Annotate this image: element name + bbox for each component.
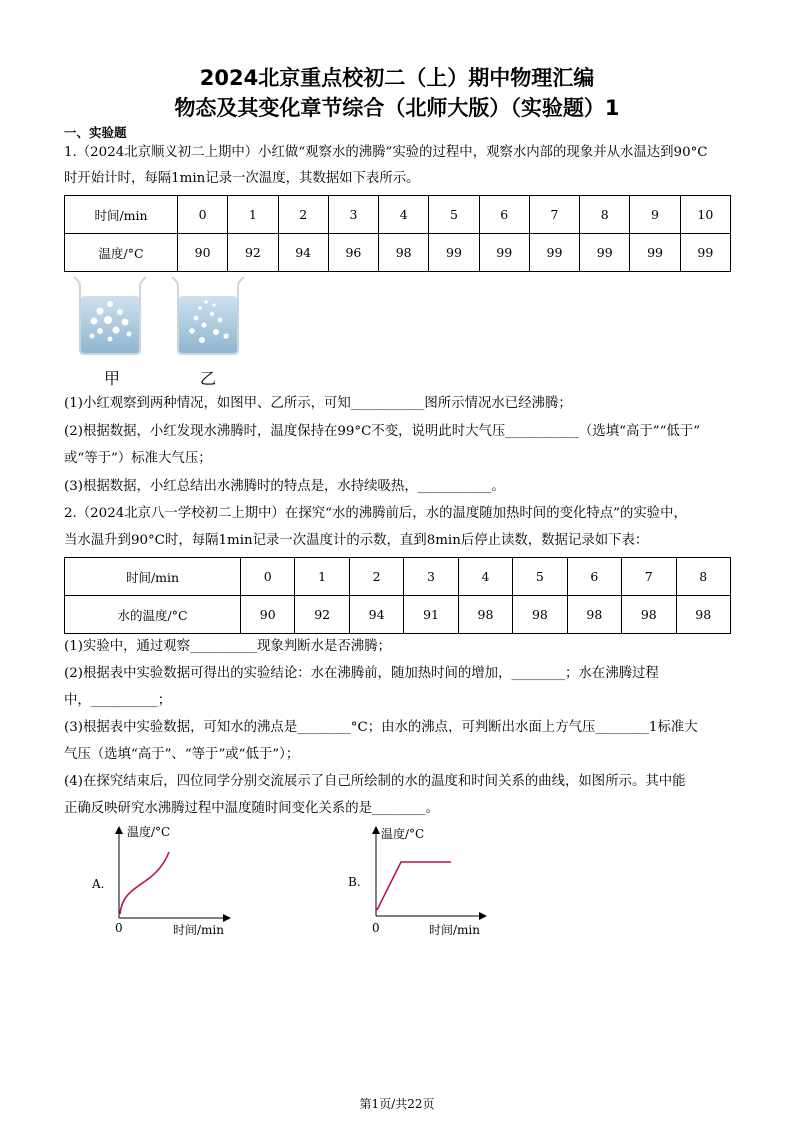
q1-table-cell: 99: [429, 234, 479, 272]
graph-b: [341, 822, 501, 942]
q1-table-cell: 9: [630, 196, 680, 234]
q1-table-cell: 8: [580, 196, 630, 234]
beaker-yi-image: [168, 274, 248, 358]
q2-table-row-temp: [65, 596, 731, 634]
q2-stem-line-2: 当水温升到90°C时，每隔1min记录一次温度计的示数，直到8min后停止读数，数据记录如下表：: [64, 533, 649, 548]
q1-stem-line-2: 时开始计时，每隔1min记录一次温度，其数据如下表所示。: [64, 171, 420, 186]
q1-sub-question-2-line-1: (2)根据数据，小红发现水沸腾时，温度保持在99°C不变，说明此时大气压___________（选填“高于”“低于”: [64, 424, 701, 439]
q2-data-table: [64, 557, 731, 634]
q1-table-cell: 10: [680, 196, 730, 234]
q2-table-cell: 91: [404, 596, 458, 634]
q1-table-cell: 3: [328, 196, 378, 234]
q1-table-cell: 0: [178, 196, 228, 234]
graph-a: [85, 822, 245, 942]
q1-table-cell: 96: [328, 234, 378, 272]
q2-table-header: 水的温度/°C: [65, 596, 241, 634]
q1-table-cell: 94: [278, 234, 328, 272]
section-heading: 一、实验题: [64, 125, 127, 140]
q2-table-cell: 92: [295, 596, 349, 634]
q1-table-cell: 7: [529, 196, 579, 234]
q2-table-header: 时间/min: [65, 558, 241, 596]
q1-table-cell: 99: [680, 234, 730, 272]
q1-table-cell: 99: [529, 234, 579, 272]
graph-b-origin: 0: [372, 921, 380, 935]
q1-table-cell: 4: [379, 196, 429, 234]
q1-table-row-time: [65, 196, 731, 234]
q2-table-cell: 3: [404, 558, 458, 596]
q1-data-table: [64, 195, 731, 272]
q2-table-cell: 2: [349, 558, 403, 596]
q2-table-cell: 0: [241, 558, 295, 596]
q1-table-cell: 92: [228, 234, 278, 272]
title-line-1: 2024北京重点校初二（上）期中物理汇编: [199, 66, 595, 90]
q1-sub-question-2-line-2: 或“等于”）标准大气压；: [64, 451, 212, 466]
q1-table-cell: 2: [278, 196, 328, 234]
q1-table-row-temp: [65, 234, 731, 272]
q2-sub-question-1: (1)实验中，通过观察__________现象判断水是否沸腾；: [64, 639, 391, 654]
q2-sub-question-4-line-1: (4)在探究结束后，四位同学分别交流展示了自己所绘制的水的温度和时间关系的曲线，如图所示。其中能: [64, 774, 686, 789]
title-line-2: 物态及其变化章节综合（北师大版）（实验题）1: [174, 96, 620, 120]
q1-table-cell: 6: [479, 196, 529, 234]
q2-sub-question-4-line-2: 正确反映研究水沸腾过程中温度随时间变化关系的是________。: [64, 801, 439, 816]
figure-label-jia: 甲: [104, 369, 121, 388]
graph-a-curve: [120, 852, 169, 914]
q2-sub-question-3-line-2: 气压（选填“高于”、“等于”或“低于”）；: [64, 747, 300, 762]
q2-table-cell: 4: [458, 558, 512, 596]
graph-a-xlabel: 时间/min: [173, 923, 224, 937]
q1-table-cell: 99: [479, 234, 529, 272]
q1-sub-question-1: (1)小红观察到两种情况，如图甲、乙所示，可知___________图所示情况水已经沸腾；: [64, 396, 572, 411]
q1-table-cell: 98: [379, 234, 429, 272]
q2-table-cell: 98: [567, 596, 621, 634]
graph-b-ylabel: 温度/°C: [381, 827, 425, 841]
q1-table-header: 温度/°C: [65, 234, 178, 272]
graph-a-ylabel: 温度/°C: [127, 825, 171, 839]
q2-table-cell: 1: [295, 558, 349, 596]
graph-b-option: B.: [348, 875, 361, 889]
q2-table-cell: 98: [458, 596, 512, 634]
graph-a-option: A.: [92, 877, 105, 891]
q2-table-cell: 98: [513, 596, 567, 634]
q1-table-cell: 90: [178, 234, 228, 272]
q2-table-row-time: [65, 558, 731, 596]
beaker-jia-image: [70, 274, 150, 358]
graph-b-curve: [377, 862, 451, 910]
q1-table-cell: 5: [429, 196, 479, 234]
q2-sub-question-3-line-1: (3)根据表中实验数据，可知水的沸点是________°C；由水的沸点，可判断出水面上方气压________1标准大: [64, 720, 698, 735]
q2-table-cell: 98: [676, 596, 731, 634]
q1-stem-line-1: 1.（2024北京顺义初二上期中）小红做“观察水的沸腾”实验的过程中，观察水内部的现象并从水温达到90°C: [64, 145, 708, 160]
q2-table-cell: 5: [513, 558, 567, 596]
q1-table-cell: 99: [630, 234, 680, 272]
page-footer: 第1页/共22页: [359, 1097, 435, 1111]
q2-table-cell: 98: [622, 596, 676, 634]
q1-table-header: 时间/min: [65, 196, 178, 234]
q2-table-cell: 94: [349, 596, 403, 634]
figure-label-yi: 乙: [200, 369, 217, 388]
q2-sub-question-2-line-1: (2)根据表中实验数据可得出的实验结论：水在沸腾前，随加热时间的增加，________；水在沸腾过程: [64, 666, 659, 681]
q2-table-cell: 7: [622, 558, 676, 596]
q2-table-cell: 6: [567, 558, 621, 596]
graph-a-origin: 0: [115, 921, 123, 935]
q2-table-cell: 8: [676, 558, 731, 596]
graph-b-xlabel: 时间/min: [429, 923, 480, 937]
q1-table-cell: 99: [580, 234, 630, 272]
q1-table-cell: 1: [228, 196, 278, 234]
q2-stem-line-1: 2.（2024北京八一学校初二上期中）在探究“水的沸腾前后，水的温度随加热时间的变化特点”的实验中，: [64, 506, 687, 521]
q1-sub-question-3: (3)根据数据，小红总结出水沸腾时的特点是，水持续吸热，___________。: [64, 479, 505, 494]
q2-table-cell: 90: [241, 596, 295, 634]
q2-sub-question-2-line-2: 中，__________；: [64, 693, 172, 708]
